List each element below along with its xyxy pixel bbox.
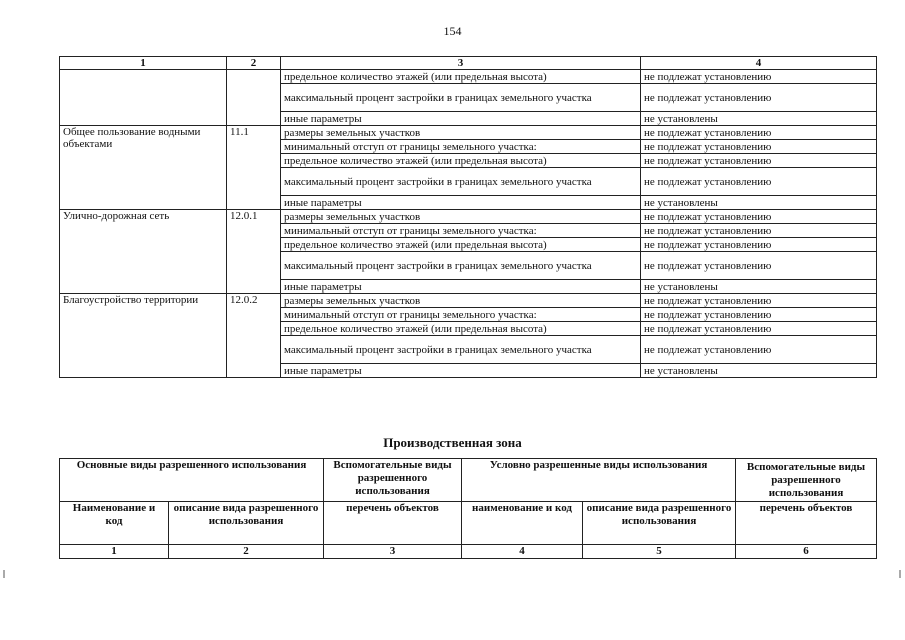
parameter-row — [60, 294, 877, 308]
parameter-name: максимальный процент застройки в границах земельного участка — [281, 84, 641, 112]
parameter-name: минимальный отступ от границы земельного участка: — [281, 224, 641, 238]
parameter-row — [60, 210, 877, 224]
aux-uses-header-2: Вспомогательные виды разрешенного использования — [736, 459, 877, 502]
land-use-name — [60, 70, 227, 126]
parameter-name: предельное количество этажей (или предельная высота) — [281, 322, 641, 336]
parameter-name: предельное количество этажей (или предельная высота) — [281, 70, 641, 84]
parameter-value: не подлежат установлению — [641, 336, 877, 364]
parameter-name: иные параметры — [281, 112, 641, 126]
parameter-value: не подлежат установлению — [641, 210, 877, 224]
parameter-value: не установлены — [641, 196, 877, 210]
parameter-name: максимальный процент застройки в границах земельного участка — [281, 336, 641, 364]
section-title: Производственная зона — [383, 435, 522, 450]
land-use-name: Улично-дорожная сеть — [60, 210, 227, 294]
column-number: 2 — [169, 545, 324, 559]
land-use-code: 11.1 — [227, 126, 281, 210]
parameter-value: не подлежат установлению — [641, 126, 877, 140]
parameter-name: минимальный отступ от границы земельного участка: — [281, 308, 641, 322]
objects-header-2: перечень объектов — [736, 502, 877, 545]
parameter-value: не установлены — [641, 364, 877, 378]
parameter-name: размеры земельных участков — [281, 210, 641, 224]
column-number: 2 — [227, 57, 281, 70]
aux-uses-header: Вспомогательные виды разрешенного использования — [324, 459, 462, 502]
column-number: 5 — [583, 545, 736, 559]
production-zone-table — [59, 458, 877, 559]
parameter-value: не подлежат установлению — [641, 224, 877, 238]
land-use-name: Благоустройство территории — [60, 294, 227, 378]
zone-column-number-row — [60, 545, 877, 559]
parameter-name: минимальный отступ от границы земельного участка: — [281, 140, 641, 154]
parameter-name: предельное количество этажей (или предельная высота) — [281, 154, 641, 168]
parameter-value: не подлежат установлению — [641, 154, 877, 168]
land-use-name: Общее пользование водными объектами — [60, 126, 227, 210]
page-number: 154 — [443, 24, 462, 38]
name-code-header: Наименование и код — [60, 502, 169, 545]
land-use-parameters-table — [59, 56, 877, 378]
column-number: 1 — [60, 57, 227, 70]
land-use-parameters-body — [60, 57, 877, 378]
name-code-header-2: наименование и код — [462, 502, 583, 545]
column-number: 4 — [641, 57, 877, 70]
column-number: 1 — [60, 545, 169, 559]
parameter-value: не подлежат установлению — [641, 252, 877, 280]
description-header-2: описание вида разрешенного использования — [583, 502, 736, 545]
parameter-name: максимальный процент застройки в границах земельного участка — [281, 168, 641, 196]
parameter-value: не установлены — [641, 112, 877, 126]
parameter-name: предельное количество этажей (или предельная высота) — [281, 238, 641, 252]
parameter-value: не подлежат установлению — [641, 308, 877, 322]
parameter-value: не подлежат установлению — [641, 168, 877, 196]
zone-header-row — [60, 459, 877, 502]
scan-edge-mark — [899, 570, 901, 578]
column-number-row — [60, 57, 877, 70]
parameter-name: размеры земельных участков — [281, 126, 641, 140]
land-use-code — [227, 70, 281, 126]
scan-edge-mark — [3, 570, 5, 578]
parameter-value: не подлежат установлению — [641, 84, 877, 112]
parameter-value: не подлежат установлению — [641, 70, 877, 84]
parameter-value: не подлежат установлению — [641, 238, 877, 252]
land-use-code: 12.0.1 — [227, 210, 281, 294]
parameter-name: размеры земельных участков — [281, 294, 641, 308]
main-uses-header: Основные виды разрешенного использования — [60, 459, 324, 502]
parameter-name: иные параметры — [281, 196, 641, 210]
parameter-value: не подлежат установлению — [641, 140, 877, 154]
parameter-value: не подлежат установлению — [641, 322, 877, 336]
parameter-row — [60, 126, 877, 140]
parameter-name: иные параметры — [281, 280, 641, 294]
parameter-value: не подлежат установлению — [641, 294, 877, 308]
conditional-uses-header: Условно разрешенные виды использования — [462, 459, 736, 502]
parameter-row — [60, 70, 877, 84]
parameter-value: не установлены — [641, 280, 877, 294]
parameter-name: иные параметры — [281, 364, 641, 378]
parameter-name: максимальный процент застройки в границах земельного участка — [281, 252, 641, 280]
description-header: описание вида разрешенного использования — [169, 502, 324, 545]
zone-subheader-row — [60, 502, 877, 545]
land-use-code: 12.0.2 — [227, 294, 281, 378]
column-number: 3 — [324, 545, 462, 559]
column-number: 4 — [462, 545, 583, 559]
column-number: 3 — [281, 57, 641, 70]
objects-header: перечень объектов — [324, 502, 462, 545]
column-number: 6 — [736, 545, 877, 559]
